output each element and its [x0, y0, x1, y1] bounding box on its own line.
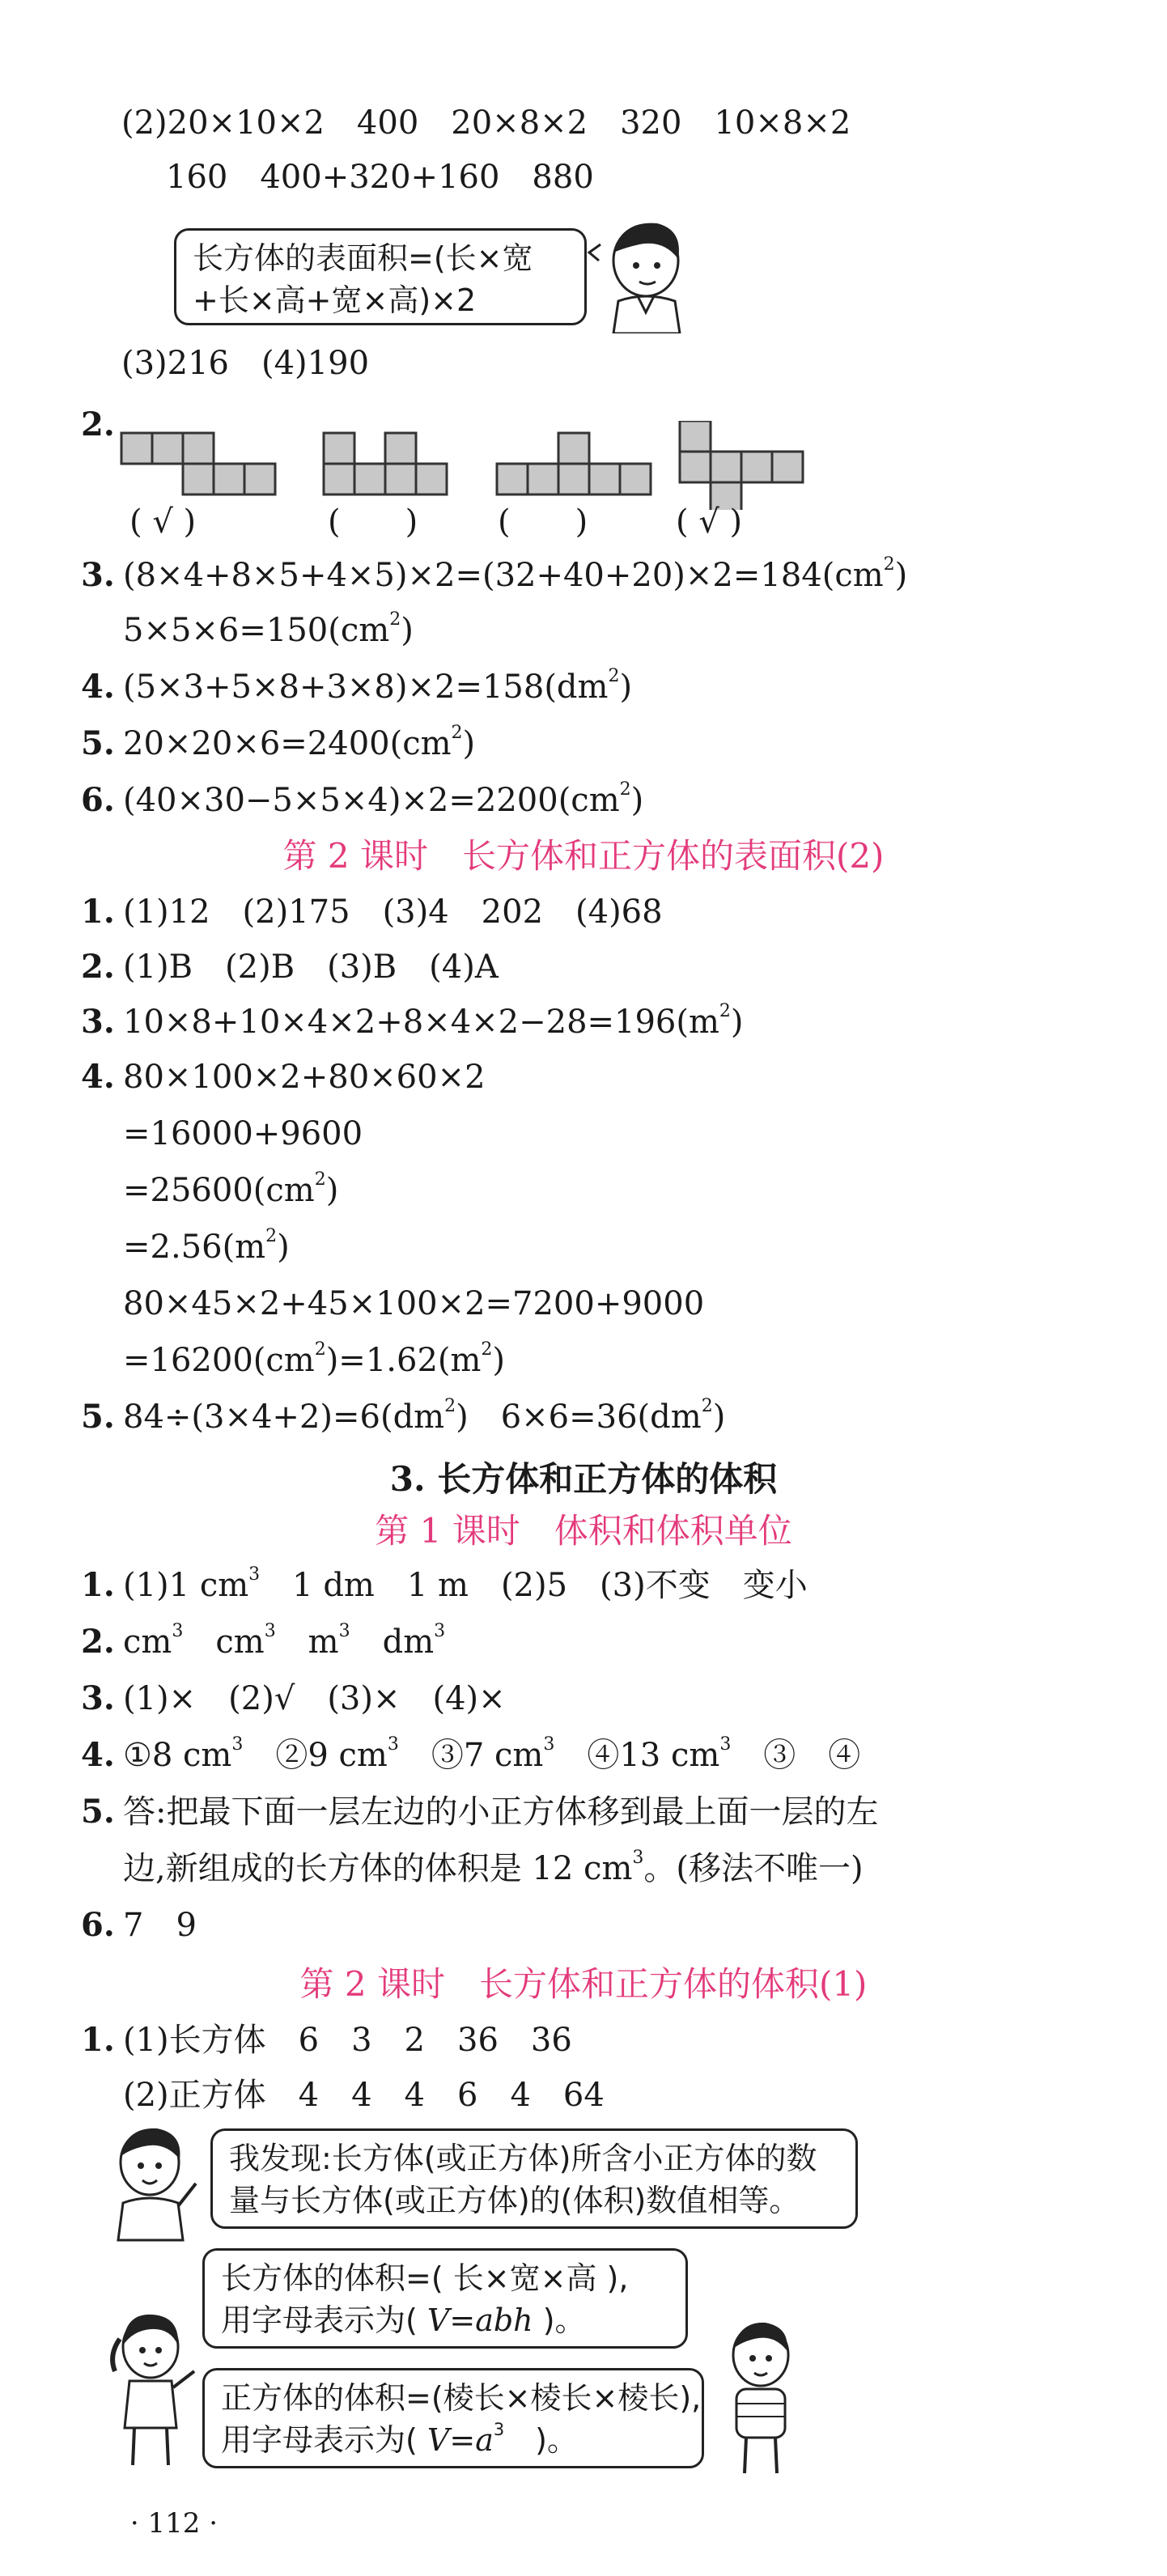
boy-illustration	[583, 212, 696, 333]
judgement-4: ( √ )	[676, 503, 743, 541]
answer-line	[121, 101, 851, 145]
fill-answer: V=abh	[417, 2302, 543, 2338]
question-2-number: 2.	[81, 405, 115, 443]
answer-line: $=16200(cm^2)=1.62(m^2)$	[123, 1339, 506, 1379]
answer-line: 6. 7 9	[81, 1906, 197, 1944]
page-number: · 112 ·	[129, 2507, 219, 2540]
speech-bubble-cuboid-volume: 长方体的体积=( 长×宽×高 ), 用字母表示为( V=abh )。	[202, 2248, 688, 2349]
lesson-heading: 第 2 课时 长方体和正方体的表面积(2)	[282, 836, 885, 876]
answer-line: 6. $(40\times 30-5\times 5\times 4)\times 2=2200(cm^2)$	[81, 779, 644, 819]
answer-line: $=2.56(m^2)$	[123, 1226, 290, 1266]
lesson-heading: 第 2 课时 长方体和正方体的体积(1)	[299, 1964, 868, 2004]
answer-line: 4. 80×100×2+80×60×2	[81, 1058, 486, 1096]
speech-bubble-cube-volume: 正方体的体积=(棱长×棱长×棱长), 用字母表示为( $V=a^3$ )。	[202, 2368, 704, 2468]
answer-line: 1. (1)长方体 6 3 2 36 36	[81, 2021, 572, 2059]
answer-line: (2)正方体 4 4 4 6 4 64	[123, 2077, 605, 2114]
speech-bubble-discover: 我发现:长方体(或正方体)所含小正方体的数 量与长方体(或正方体)的(体积)数值相等。	[210, 2128, 858, 2229]
speech-bubble-surface-area	[174, 228, 587, 325]
net-b	[324, 433, 447, 494]
fill-answer: 棱长×棱长×棱长	[443, 2380, 680, 2416]
net-c	[497, 433, 651, 494]
answer-line: 80×45×2+45×100×2=7200+9000	[123, 1285, 705, 1322]
bubble-text: 长方体的表面积=(长×宽	[193, 240, 533, 276]
answer-line: 1. (1)12 (2)175 (3)4 202 (4)68	[81, 893, 663, 931]
answer-text: (2)20×10×2 400 20×8×2 320 10×8×2	[121, 104, 851, 142]
answer-line: 5. $84\div(3\times 4+2)=6(dm^2)$ $6\times 6=36(dm^2)$	[81, 1396, 726, 1436]
answer-line: 4. ①8 $cm^3$ ②9 $cm^3$ ③7 $cm^3$ ④13 $cm^3$ ③ ④	[81, 1734, 861, 1774]
girl-illustration	[105, 2307, 202, 2468]
unit-heading: 3. 长方体和正方体的体积	[389, 1459, 778, 1499]
answer-line: 5. 答:把最下面一层左边的小正方体移到最上面一层的左	[81, 1793, 879, 1831]
fill-answer: 长×宽×高	[443, 2260, 607, 2296]
answer-line: $=25600(cm^2)$	[123, 1169, 339, 1209]
answer-text: (3)216 (4)190	[121, 345, 370, 382]
answer-line: 4. $(5\times 3+5\times 8+3\times 8)\times 2=158(dm^2)$	[81, 666, 633, 706]
judgement-3: ( )	[498, 503, 588, 541]
boy-illustration	[712, 2315, 809, 2476]
answer-line: 3. (1)× (2)√ (3)× (4)×	[81, 1679, 506, 1717]
fill-answer: V=a	[417, 2422, 494, 2458]
judgement-1: ( √ )	[129, 503, 197, 541]
answer-line: 2. $cm^3$ $cm^3$ $m^3$ $dm^3$	[81, 1621, 446, 1661]
cube-net-figures	[113, 421, 1044, 510]
bubble-text: +长×高+宽×高)×2	[193, 282, 477, 318]
answer-line: 1. (1)1 $cm^3$ 1 dm 1 m (2)5 (3)不变 变小	[81, 1564, 808, 1604]
boy-illustration	[105, 2122, 202, 2243]
net-d	[680, 421, 803, 510]
answer-line	[166, 155, 594, 199]
answer-line	[121, 342, 369, 385]
lesson-heading: 第 1 课时 体积和体积单位	[375, 1511, 792, 1551]
net-a	[121, 433, 275, 494]
answer-line: $5\times 5\times 6=150(cm^2)$	[123, 609, 414, 649]
answer-line: 5. $20\times 20\times 6=2400(cm^2)$	[81, 723, 476, 762]
judgement-2: ( )	[328, 503, 418, 541]
answer-line: 3. $(8\times 4+8\times 5+4\times 5)\times 2=(32+40+20)\times 2=184(cm^2)$	[81, 554, 908, 594]
answer-line: =16000+9600	[123, 1115, 363, 1152]
answer-line: 边,新组成的长方体的体积是 12 $cm^3$。(移法不唯一)	[123, 1848, 864, 1887]
answer-line: 2. (1)B (2)B (3)B (4)A	[81, 948, 499, 986]
fill-answer: 体积	[572, 2183, 634, 2218]
answer-line: 3. $10\times 8+10\times 4\times 2+8\times 4\times 2-28=196(m^2)$	[81, 1001, 744, 1041]
answer-text: 160 400+320+160 880	[166, 159, 594, 196]
